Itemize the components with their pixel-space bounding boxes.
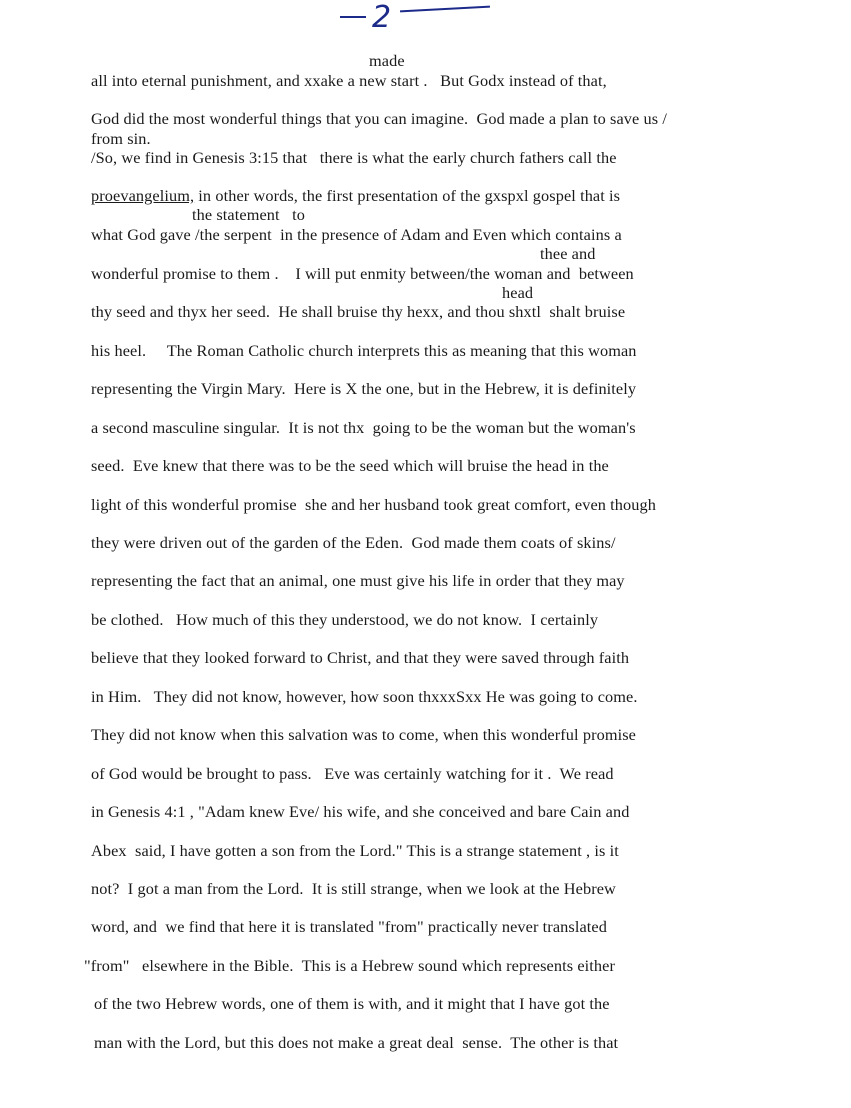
text-line: of the two Hebrew words, one of them is with, and it might that I have got the [94, 994, 610, 1013]
text-line: his heel. The Roman Catholic church interprets this as meaning that this woman [91, 341, 637, 360]
interlinear-insert: head [502, 283, 534, 302]
text-line: of God would be brought to pass. Eve was certainly watching for it . We read [91, 764, 614, 783]
text-line: representing the Virgin Mary. Here is X the one, but in the Hebrew, it is definitely [91, 379, 637, 398]
text-line: believe that they looked forward to Christ, and that they were saved through faith [91, 648, 630, 667]
text-line: word, and we find that here it is translated "from" practically never translated [91, 917, 607, 936]
text-line: a second masculine singular. It is not thx going to be the woman but the woman's [91, 418, 636, 437]
text-line: not? I got a man from the Lord. It is still strange, when we look at the Hebrew [91, 879, 616, 898]
interlinear-insert: the statement to [192, 205, 306, 224]
text-line: in Him. They did not know, however, how soon thxxxSxx He was going to come. [91, 687, 638, 706]
page-number-dash [340, 16, 366, 18]
text-line: /So, we find in Genesis 3:15 that there is what the early church fathers call the [91, 148, 617, 167]
text-span: in other words, the first presentation of the gxspxl gospel that is [194, 186, 621, 205]
text-line: Abex said, I have gotten a son from the Lord." This is a strange statement , is it [91, 841, 619, 860]
text-line: they were driven out of the garden of the Eden. God made them coats of skins/ [91, 533, 616, 552]
text-line: wonderful promise to them . I will put enmity between/the woman and between [91, 264, 634, 283]
text-line: what God gave /the serpent in the presence of Adam and Even which contains a [91, 225, 622, 244]
text-line [91, 187, 620, 205]
text-line: God did the most wonderful things that you can imagine. God made a plan to save us / [91, 109, 667, 128]
text-line: man with the Lord, but this does not make a great deal sense. The other is that [94, 1033, 619, 1052]
underlined-term: proevangelium, [91, 186, 195, 205]
text-line: They did not know when this salvation was to come, when this wonderful promise [91, 725, 636, 744]
text-line: in Genesis 4:1 , "Adam knew Eve/ his wife, and she conceived and bare Cain and [91, 802, 630, 821]
text-line: light of this wonderful promise she and her husband took great comfort, even though [91, 495, 657, 514]
text-line: be clothed. How much of this they understood, we do not know. I certainly [91, 610, 599, 629]
text-line: all into eternal punishment, and xxake a new start . But Godx instead of that, [91, 71, 607, 90]
interlinear-insert: made [369, 51, 405, 70]
text-line: seed. Eve knew that there was to be the seed which will bruise the head in the [91, 456, 609, 475]
text-line: thy seed and thyx her seed. He shall bruise thy hexx, and thou shxtl shalt bruise [91, 302, 626, 321]
page-number-underline [400, 6, 490, 13]
interlinear-insert: thee and [540, 244, 596, 263]
text-line: from sin. [91, 129, 151, 148]
text-line: representing the fact that an animal, one must give his life in order that they may [91, 571, 625, 590]
text-line: "from" elsewhere in the Bible. This is a Hebrew sound which represents either [84, 956, 615, 975]
page-number: 2 [372, 0, 392, 35]
